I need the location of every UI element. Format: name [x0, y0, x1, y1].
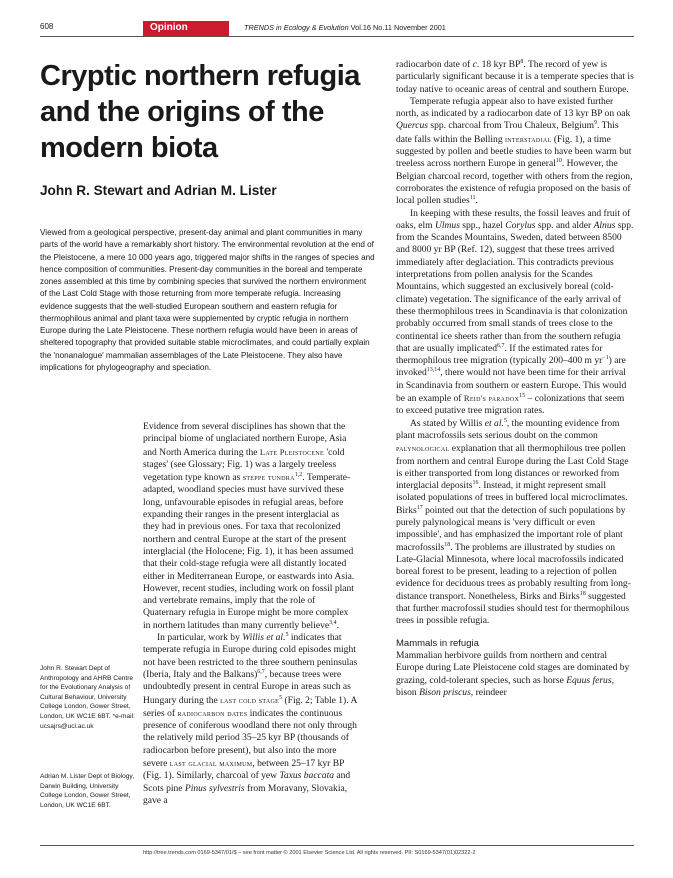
journal-name: TRENDS in Ecology & Evolution	[244, 23, 349, 32]
body-column-right: radiocarbon date of c. 18 kyr $BP^8$. The record of yew is particularly significant because it is a temperate species that is today native to oceanic areas of central and southern Europe. Temperate refugia appear also to have existed further north, as indicated by a radiocarbon date of 13 kyr BP on oak Quercus spp. charcoal from Trou Chaleux, Belgium$^9$. This date falls within the Bølling interstadial (Fig. 1), a time suggested by pollen and beetle studies to have been warm but treeless across northern Europe in general$^{10}$. However, the Belgian charcoal record, together with others from the region, corroborates the existence of refugia proposed on the basis of local pollen studies$^{11}$. In keeping with these results, the fossil leaves and fruit of oaks, elm Ulmus spp., hazel Corylus spp. and alder Alnus spp. from the Scandes Mountains, Sweden, dated between 8500 and 8000 yr BP (Ref. 12), suggest that these trees arrived immediately after deglaciation. This contradicts previous interpretations from pollen analysis for the Scandes Mountains, which suggested an exclusively boreal (cold-climate) vegetation. The significance of the early arrival of these thermophilous trees in Scandinavia is that colonization probably occurred from small stands of trees close to the continental ice sheets rather than from the southern refugia that are usually implicated$^{6,7}$. If the estimated rates for thermophilous tree migration (typically 200–400 m $yr^{-1}$) are invoked$^{13,14}$, there would not have been time for their arrival in Scandinavia from southern or eastern Europe. This would be an example of Reid's paradox$^{15}$ – colonizations that seem to exceed putative tree migration rates. As stated by Willis et al.$^5$, the mounting evidence from plant macrofossils sets serious doubt on the common palynological explanation that all thermophilous tree pollen from northern and central Europe during the Last Cold Stage is either transported from long distances or reworked from interglacial deposits$^{16}$. Instead, it might represent small isolated populations of trees in buffered local microclimates. Birks$^{17}$ pointed out that the detection of such populations by purely palynological means is 'very difficult or even impossible', and has emphasized the important role of plant macrofossils$^{18}$. The problems are illustrated by studies on Late-Glacial Minnesota, where local macrofossils indicated boreal forest to be present, leading to a rejection of pollen evidence for deciduous trees as probably resulting from long-distance transport. Nonetheless, Birks and Birks$^{18}$ suggested that further macrofossil studies should test for thermophilous trees in possible refugia. Mammals in refugia Mammalian herbivore guilds from northern and central Europe during Late Pleistocene cold stages are dominated by grazing, cold-tolerant species, such as horse Equus ferus, bison Bison priscus, reindeer	[396, 58, 634, 698]
article-title: Cryptic northern refugia and the origins of the modern biota	[40, 60, 360, 164]
body-column-middle: Evidence from several disciplines has shown that the principal biome of unglaciated northern Europe, Asia and North America during the Late Pleistocene 'cold stages' (see Glossary; Fig. 1) was a largely treeless vegetation type known as steppe tundra$^{1,2}$. Temperate-adapted, woodland species must have survived these long, unfavourable episodes in refugial areas, before expanding their ranges in the present interglacial as they had in previous ones. For taxa that recolonized northern and central Europe at the start of the present interglacial (the Holocene; Fig. 1), it has been assumed that their cold-stage refugia were all distantly located either in Mediterranean Europe, or eastwards into Asia. However, recent studies, including work on fossil plant and vertebrate remains, imply that the role of Quaternary refugia in Europe might be more complex in northern latitudes than many currently believe$^{3,4}$. In particular, work by Willis et al.$^5$ indicates that temperate refugia in Europe during cold episodes might not have been restricted to the three southern peninsulas (Iberia, Italy and the Balkans)$^{6,7}$, because trees were undoubtedly present in central Europe in areas such as Hungary during the last cold stage$^5$ (Fig. 2; Table 1). A series of radiocarbon dates indicates the continuous presence of coniferous woodland there not only through the relatively mild period 35–25 kyr BP (thousands of radiocarbon before present), but also into the more severe last glacial maximum, between 25–17 kyr BP (Fig. 1). Similarly, charcoal of yew Taxus baccata and Scots pine Pinus sylvestris from Moravany, Slovakia, gave a	[143, 421, 358, 806]
affiliation-lister: Adrian M. Lister Dept of Biology, Darwin Building, University College London, Gower Street, London, UK WC1E 6BT.	[40, 773, 135, 809]
affiliation-stewart: John R. Stewart Dept of Anthropology and AHRB Centre for the Evolutionary Analysis of Cultural Behaviour, University College London, Gower Street, London, UK WC1E 6BT. *e-mail: ucsajrs@ucl.ac.uk	[40, 665, 135, 730]
volume-info: Vol.16 No.11 November 2001	[350, 23, 446, 32]
section-subheading: Mammals in refugia	[396, 637, 479, 649]
footer-text: http://tree.trends.com 0169-5347/01/$ – see front matter © 2001 Elsevier Science Ltd. All rights reserved. PII: S0169-5347(01)02322-2	[143, 850, 476, 856]
footer-rule	[40, 845, 634, 846]
page-number: 608	[40, 22, 54, 31]
journal-info	[244, 23, 446, 32]
section-label: Opinion	[150, 22, 188, 33]
abstract: Viewed from a geological perspective, present-day animal and plant communities in many parts of the world have a remarkably short history. The environmental revolution at the end of the Pleistocene, a mere 10 000 years ago, triggered major shifts in the ranges of species and hence composition of communities. Present-day communities in the boreal and temperate zones assembled at this time by combining species that survived the northern environment of the Last Cold Stage with those returning from more temperate refugia. Increasing evidence suggests that the well-studied European southern and eastern refugia for thermophilous animal and plant taxa were supplemented by cryptic refugia in northern Europe during the Late Pleistocene. These northern refugia would have been in areas of sheltered topography that provided suitable stable microclimates, and could partially explain the 'nonanalogue' mammalian assemblages of the Late Pleistocene. They also have implications for phylogeography and speciation.	[40, 228, 375, 372]
header-rule	[40, 36, 634, 37]
article-authors: John R. Stewart and Adrian M. Lister	[40, 183, 277, 198]
